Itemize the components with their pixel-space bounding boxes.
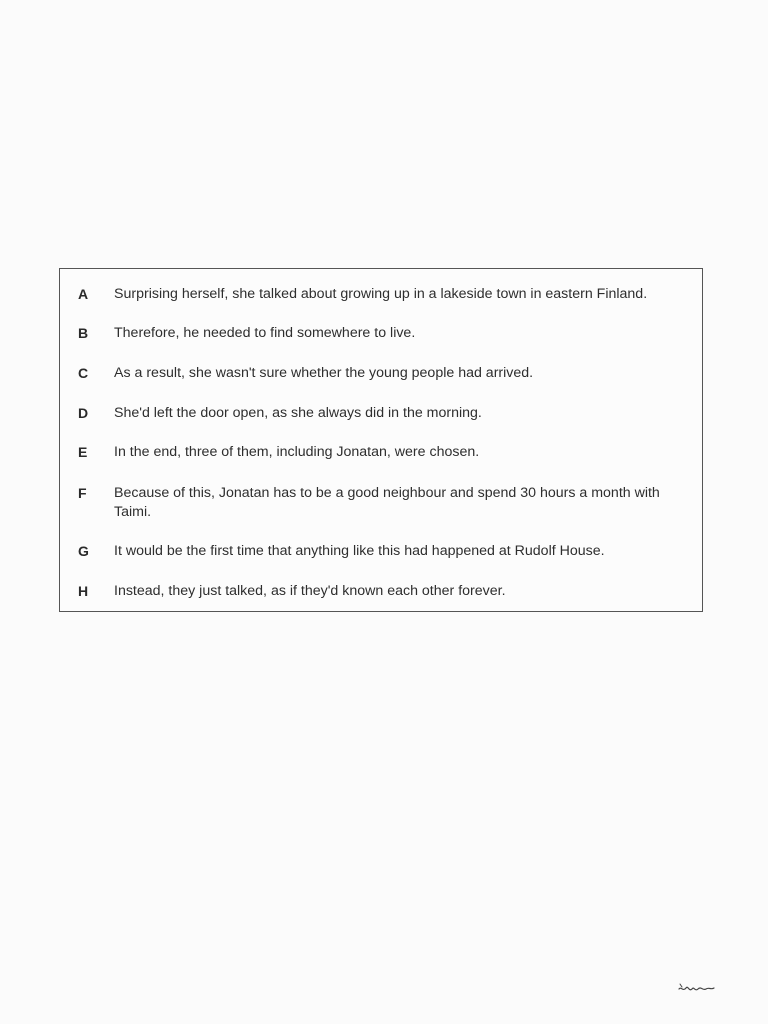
option-letter: E (78, 444, 88, 460)
option-text: In the end, three of them, including Jonatan, were chosen. (114, 444, 480, 460)
option-text: Because of this, Jonatan has to be a good neighbour and spend 30 hours a month with Taimi. (114, 485, 660, 520)
handwritten-mark (676, 980, 716, 996)
option-letter: G (78, 543, 89, 559)
option-text: It would be the first time that anything like this had happened at Rudolf House. (114, 543, 605, 559)
option-letter: B (78, 325, 89, 341)
sentence-options-box (59, 268, 703, 612)
option-text: Instead, they just talked, as if they'd known each other forever. (114, 583, 506, 599)
option-text: She'd left the door open, as she always did in the morning. (114, 405, 482, 421)
option-letter: F (78, 485, 87, 501)
option-text: As a result, she wasn't sure whether the young people had arrived. (114, 365, 534, 381)
option-letter: C (78, 365, 89, 381)
option-letter: H (78, 583, 89, 599)
option-text: Therefore, he needed to find somewhere to live. (114, 325, 416, 341)
option-text: Surprising herself, she talked about growing up in a lakeside town in eastern Finland. (114, 286, 648, 302)
option-letter: D (78, 405, 89, 421)
option-letter: A (78, 286, 89, 302)
